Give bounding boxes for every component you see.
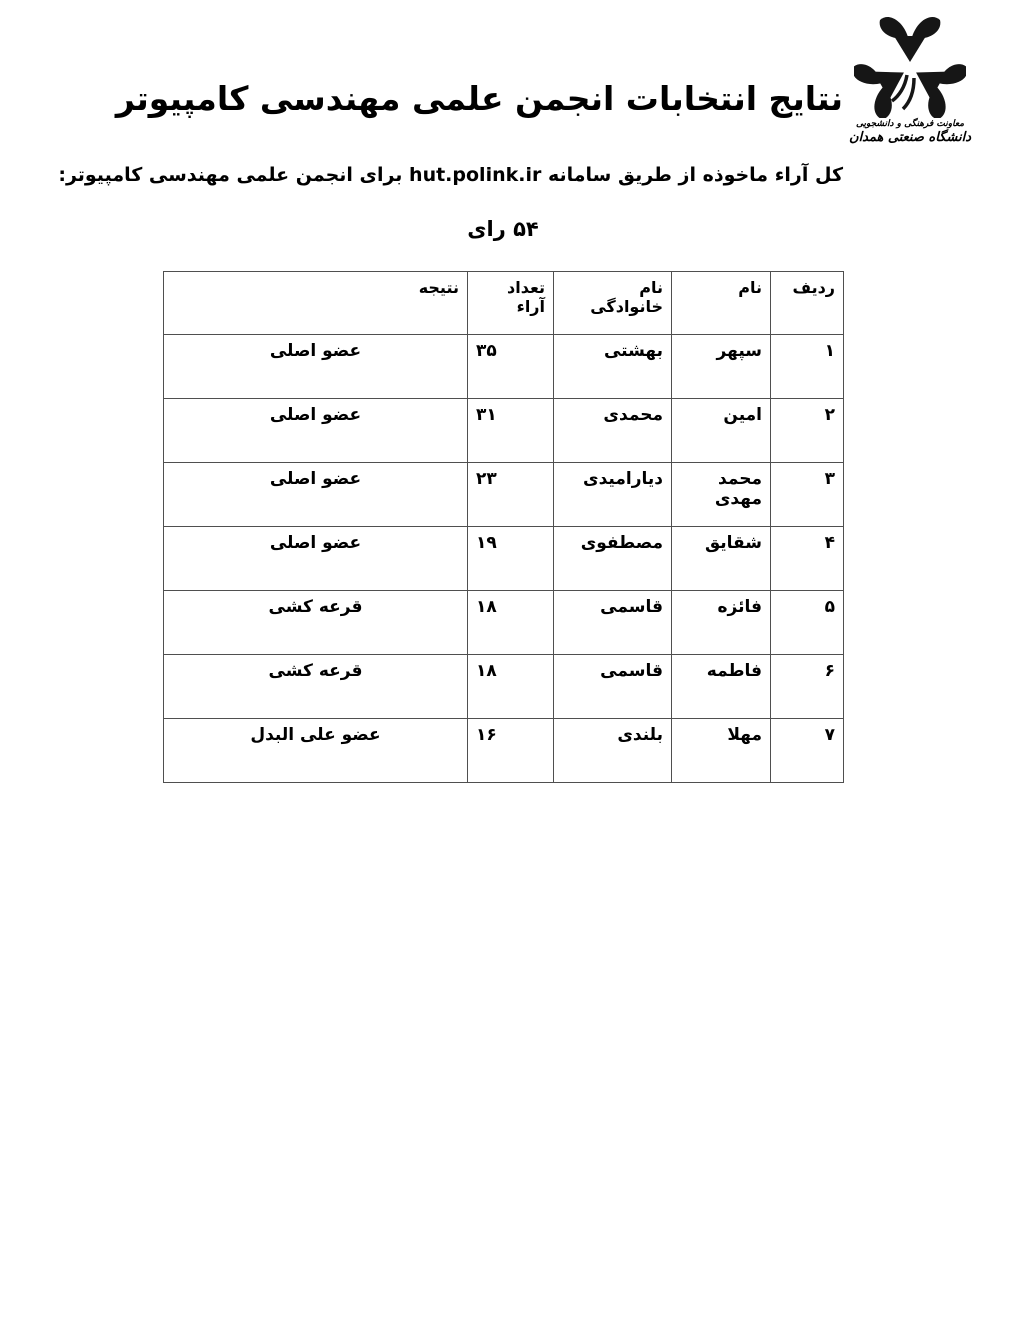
university-logo (846, 14, 974, 145)
last-name: مصطفوی (554, 527, 672, 591)
row-number: ۴ (771, 527, 844, 591)
table-row (164, 399, 844, 463)
result: قرعه کشی (164, 591, 468, 655)
header-name: نام (672, 272, 771, 335)
results-table (163, 271, 844, 783)
table-row (164, 591, 844, 655)
vote-count: ۱۸ (468, 591, 554, 655)
result: عضو اصلی (164, 399, 468, 463)
first-name: شقایق (672, 527, 771, 591)
table-row (164, 719, 844, 783)
last-name: قاسمی (554, 655, 672, 719)
total-votes-count: ۵۴ رای (467, 216, 539, 241)
table-row (164, 527, 844, 591)
first-name: فائزه (672, 591, 771, 655)
vote-count: ۳۵ (468, 335, 554, 399)
row-number: ۶ (771, 655, 844, 719)
subtitle-total-votes-line: کل آراء ماخوذه از طریق سامانه hut.polink.ir برای انجمن علمی مهندسی کامپیوتر: (58, 164, 843, 187)
header-surname: نام خانوادگی (554, 272, 672, 335)
result: عضو علی البدل (164, 719, 468, 783)
page-title: نتایج انتخابات انجمن علمی مهندسی کامپیوتر (115, 79, 843, 118)
result: قرعه کشی (164, 655, 468, 719)
table-row (164, 335, 844, 399)
first-name: مهلا (672, 719, 771, 783)
logo-org-line2: دانشگاه صنعتی همدان (849, 130, 971, 145)
last-name: محمدی (554, 399, 672, 463)
vote-count: ۱۹ (468, 527, 554, 591)
first-name: امین (672, 399, 771, 463)
table-row (164, 655, 844, 719)
vote-count: ۱۸ (468, 655, 554, 719)
last-name: بلندی (554, 719, 672, 783)
document-content (58, 0, 843, 783)
university-emblem-icon (854, 14, 966, 118)
vote-count: ۲۳ (468, 463, 554, 527)
row-number: ۱ (771, 335, 844, 399)
row-number: ۲ (771, 399, 844, 463)
row-number: ۳ (771, 463, 844, 527)
last-name: بهشتی (554, 335, 672, 399)
result: عضو اصلی (164, 527, 468, 591)
header-votes: تعداد آراء (468, 272, 554, 335)
last-name: دیارامیدی (554, 463, 672, 527)
result: عضو اصلی (164, 335, 468, 399)
header-result: نتیجه (164, 272, 468, 335)
header-radif: ردیف (771, 272, 844, 335)
logo-org-line1: معاونت فرهنگی و دانشجویی (855, 119, 965, 129)
first-name: محمد مهدی (672, 463, 771, 527)
result: عضو اصلی (164, 463, 468, 527)
first-name: فاطمه (672, 655, 771, 719)
first-name: سپهر (672, 335, 771, 399)
results-table-header-row (164, 272, 844, 335)
vote-count: ۱۶ (468, 719, 554, 783)
table-row (164, 463, 844, 527)
row-number: ۷ (771, 719, 844, 783)
last-name: قاسمی (554, 591, 672, 655)
vote-count: ۳۱ (468, 399, 554, 463)
row-number: ۵ (771, 591, 844, 655)
